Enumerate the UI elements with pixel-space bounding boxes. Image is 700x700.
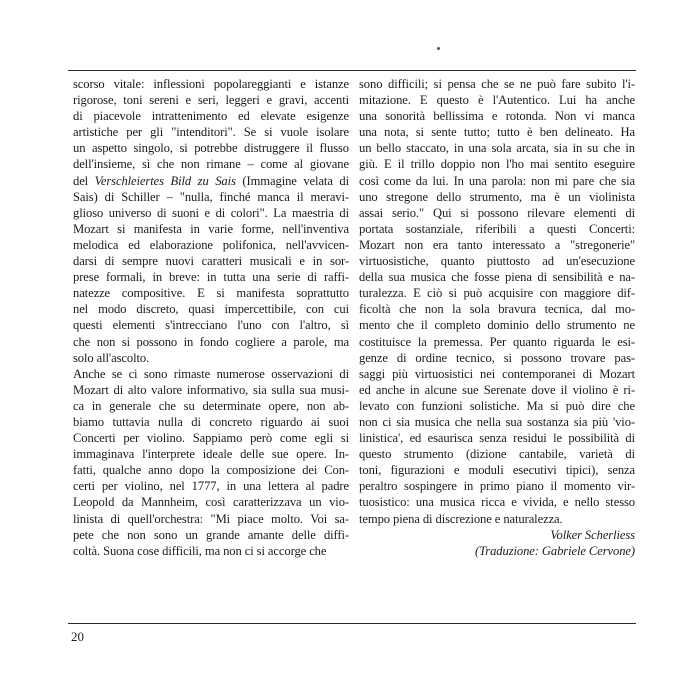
text-run: melodica ed elaborazione polifonica, nell'avvicen- [73,237,349,252]
text-run: del [73,173,95,188]
right-column-line [359,205,635,221]
translator-credit: (Traduzione: Gabriele Cervone) [475,543,635,558]
text-run: peraltro sospingere in primo piano il momento vir- [359,479,635,494]
text-run: linistica', ed esaurisca senza residui le possibilità di [359,431,635,446]
text-run: nel modo discreto, quasi impercettibile, con cui [73,302,349,317]
top-mark [437,47,440,50]
text-run: natezze compositive. E si manifesta soprattutto [73,286,349,301]
text-run: genze di ordine tecnico, si possono trovare pas- [359,350,635,365]
right-column-line [359,189,635,205]
right-column-line [359,398,635,414]
text-run: tempo piena di discrezione e naturalezza. [359,511,563,526]
left-column-line [73,317,349,333]
left-column [73,76,349,559]
text-run: un aspetto singolo, si potrebbe distruggere il flusso [73,141,349,156]
right-column-line [359,140,635,156]
left-column-line [73,76,349,92]
text-run: uno stregone dello strumento, ma è un violinista [359,189,635,204]
text-run: mitazione. E questo è l'Autentico. Lui ha anche [359,93,635,108]
right-column-line [359,301,635,317]
left-column-line [73,269,349,285]
right-column-line [359,221,635,237]
left-column-line [73,301,349,317]
text-run: giù. E il trillo doppio non l'ho mai sentito eseguire [359,157,635,172]
text-run: Mozart si manifesta in varie forme, nell'inventiva [73,221,349,236]
left-column-line [73,237,349,253]
left-column-line [73,543,349,559]
left-column-line [73,124,349,140]
right-column-line [359,366,635,382]
left-column-line [73,108,349,124]
text-run: immaginava l'interprete ideale delle sue opere. In- [73,447,349,462]
author-signature: Volker Scherliess [550,527,635,542]
left-column-line [73,430,349,446]
text-run: questi elementi s'intrecciano l'uno con l'altro, sì [73,318,349,333]
text-run: che non si possono in fondo cogliere a parole, ma [73,334,349,349]
text-run: fatti, qualche anno dopo la composizione dei Con- [73,463,349,478]
italic-title: Verschleiertes Bild zu Sais [94,173,236,188]
left-column-line [73,446,349,462]
text-run: sono difficili; si pensa che se ne può fare subito l'i- [359,77,635,91]
text-run: ca in generale che su determinate opere, non ab- [73,398,349,413]
text-run: toni, figurazioni e moduli esecutivi tipici), senza [359,463,635,478]
text-run: coltà. Suona cose difficili, ma non ci si accorge che [73,543,327,558]
right-column-line [359,124,635,140]
right-column-line [359,269,635,285]
text-run: una nota, si sente tutto; tutto è ben delineato. Ha [359,125,635,140]
left-column-line [73,92,349,108]
text-run: darsi di sempre nuovi caratteri musicali e in sor- [73,254,349,269]
text-run: costituisce la premessa. Per quanto riguarda le esi- [359,334,635,349]
text-run: ed anche in alcune sue Serenate dove il violino è ri- [359,382,635,397]
left-column-line [73,285,349,301]
left-column-line [73,462,349,478]
right-column-line [359,108,635,124]
left-column-line [73,173,349,189]
right-column-line [359,76,635,92]
text-run: assai serio." Qui si possono rilevare elementi di [359,205,635,220]
text-run: turalezza. E ciò si può acquisire con maggiore dif- [359,286,635,301]
right-column-line [359,253,635,269]
text-run: della sua musica che fosse piena di sensibilità e na- [359,270,635,285]
text-run: tuosistico: una musica ricca e vivida, e nello stesso [359,495,635,510]
text-run: un bello staccato, in una sola arcata, sia in su che in [359,141,635,156]
left-column-line [73,350,349,366]
right-column-line [359,173,635,189]
text-run: glioso universo di suoni e di colori". La maestria di [73,205,349,220]
text-run: così come da lui. In una parola: non mi pare che sia [359,173,635,188]
text-run: una sonorità bellissima e rotonda. Non vi manca [359,109,635,124]
left-column-line [73,494,349,510]
text-run: Anche se ci sono rimaste numerose osservazioni di [73,366,349,381]
left-column-line [73,205,349,221]
text-run: artistiche per gli "intenditori". Se si vuole isolare [73,125,349,140]
text-run: rigorose, toni sereni e seri, leggeri e gravi, accenti [73,93,349,108]
text-run: ficoltà che non la sola bravura tecnica, dal mo- [359,302,635,317]
right-column-line [359,317,635,333]
text-run: Leopold da Mannheim, così caratterizzava un vio- [73,495,349,510]
left-column-line [73,366,349,382]
text-run: biamo tuttavia nulla di concreto riguardo ai suoi [73,414,349,429]
right-column-line [359,511,635,527]
right-column-line [359,334,635,350]
left-column-line [73,382,349,398]
left-column-line [73,156,349,172]
text-run: Mozart di alto valore informativo, sia sulla sua musi- [73,382,349,397]
top-rule [68,70,636,71]
text-run: solo all'ascolto. [73,350,150,365]
text-run: virtuosistiche, quanto piuttosto ad un'esecuzione [359,254,635,269]
text-run: mento che il completo dominio dello strumento ne [359,318,635,333]
text-run: questo strumento (dizione cantabile, varietà di [359,447,635,462]
text-run: certi per violino, nel 1777, in una lettera al padre [73,479,349,494]
left-column-line [73,253,349,269]
right-column-line [359,446,635,462]
bottom-rule [68,623,636,624]
left-column-line [73,334,349,350]
left-column-line [73,478,349,494]
right-column-line [359,237,635,253]
text-run: levato con funzioni solistiche. Ma si può dire che [359,398,635,413]
right-column-line [359,462,635,478]
text-run: pete che non sono un grande amante delle diffi- [73,527,349,542]
right-column [359,76,635,559]
left-column-line [73,221,349,237]
right-column-line [359,92,635,108]
text-run: Concerti per violino. Sappiamo però come egli si [73,431,349,446]
right-column-line [359,494,635,510]
right-column-line [359,478,635,494]
page-number: 20 [71,629,84,644]
text-run: Mozart non era tanto interessato a "stregonerie" [359,237,635,252]
text-run: non ci sia musica che nella sua sostanza sia più 'vio- [359,414,635,429]
text-run: dell'insieme, sì che non rimane – come al giovane [73,157,349,172]
text-run: scorso vitale: inflessioni popolareggianti e istanze [73,77,349,91]
text-run: saggi più virtuosistici nei contemporanei di Mozart [359,366,635,381]
right-column-line [359,414,635,430]
text-run: (Immagine velata di [235,173,349,188]
text-run: linista di quell'orchestra: "Mi piace molto. Voi sa- [73,511,349,526]
right-column-line [359,156,635,172]
text-run: prese formali, in breve: in tutta una serie di raffi- [73,270,349,285]
right-column-line [359,382,635,398]
left-column-line [73,189,349,205]
text-run: Sais) di Schiller – "nulla, finché manca il meravi- [73,189,349,204]
text-run: di piacevole intrattenimento ed elevate esigenze [73,109,349,124]
right-column-line [359,285,635,301]
right-column-line [359,430,635,446]
right-column-line [359,350,635,366]
left-column-line [73,527,349,543]
left-column-line [73,414,349,430]
text-run: portata sostanziale, riferibili a questi Concerti: [359,221,635,236]
left-column-line [73,140,349,156]
left-column-line [73,398,349,414]
left-column-line [73,511,349,527]
